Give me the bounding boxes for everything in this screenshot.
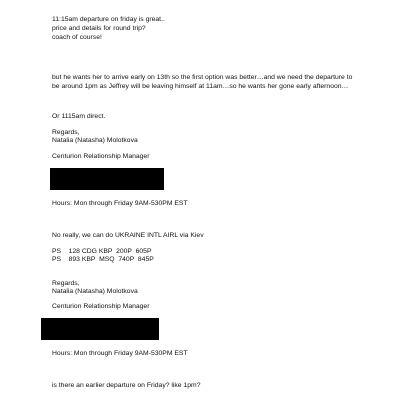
signature-hours: Hours: Mon through Friday 9AM-530PM EST bbox=[52, 350, 188, 357]
signature-title: Centurion Relationship Manager bbox=[52, 153, 150, 160]
signature-name: Natalia (Natasha) Molotkova bbox=[52, 288, 138, 295]
signature-regards: Regards, bbox=[52, 129, 80, 136]
text-line: is there an earlier departure on Friday? like 1pm? bbox=[52, 382, 201, 389]
flight-line: PS 128 CDG KBP 200P 605P bbox=[52, 248, 152, 255]
text-line: be around 1pm as Jeffrey will be leaving himself at 11am…so he wants her gone early afternoon… bbox=[52, 83, 349, 90]
redaction-block bbox=[50, 168, 164, 190]
flight-line: PS 893 KBP MSQ 740P 845P bbox=[52, 256, 154, 263]
signature-regards: Regards, bbox=[52, 280, 80, 287]
signature-title: Centurion Relationship Manager bbox=[52, 303, 150, 310]
text-line: Or 1115am direct. bbox=[52, 113, 106, 120]
text-line: but he wants her to arrive early on 13th so the first option was better…and we need the departure to bbox=[52, 74, 353, 81]
text-line: coach of course! bbox=[52, 34, 102, 41]
text-line: price and details for round trip? bbox=[52, 25, 146, 32]
signature-hours: Hours: Mon through Friday 9AM-530PM EST bbox=[52, 200, 188, 207]
redaction-block bbox=[41, 318, 159, 340]
text-line: No really, we can do UKRAINE INTL AIRL via Kiev bbox=[52, 232, 204, 239]
text-line: 11:15am departure on friday is great.. bbox=[52, 16, 165, 23]
signature-name: Natalia (Natasha) Molotkova bbox=[52, 137, 138, 144]
